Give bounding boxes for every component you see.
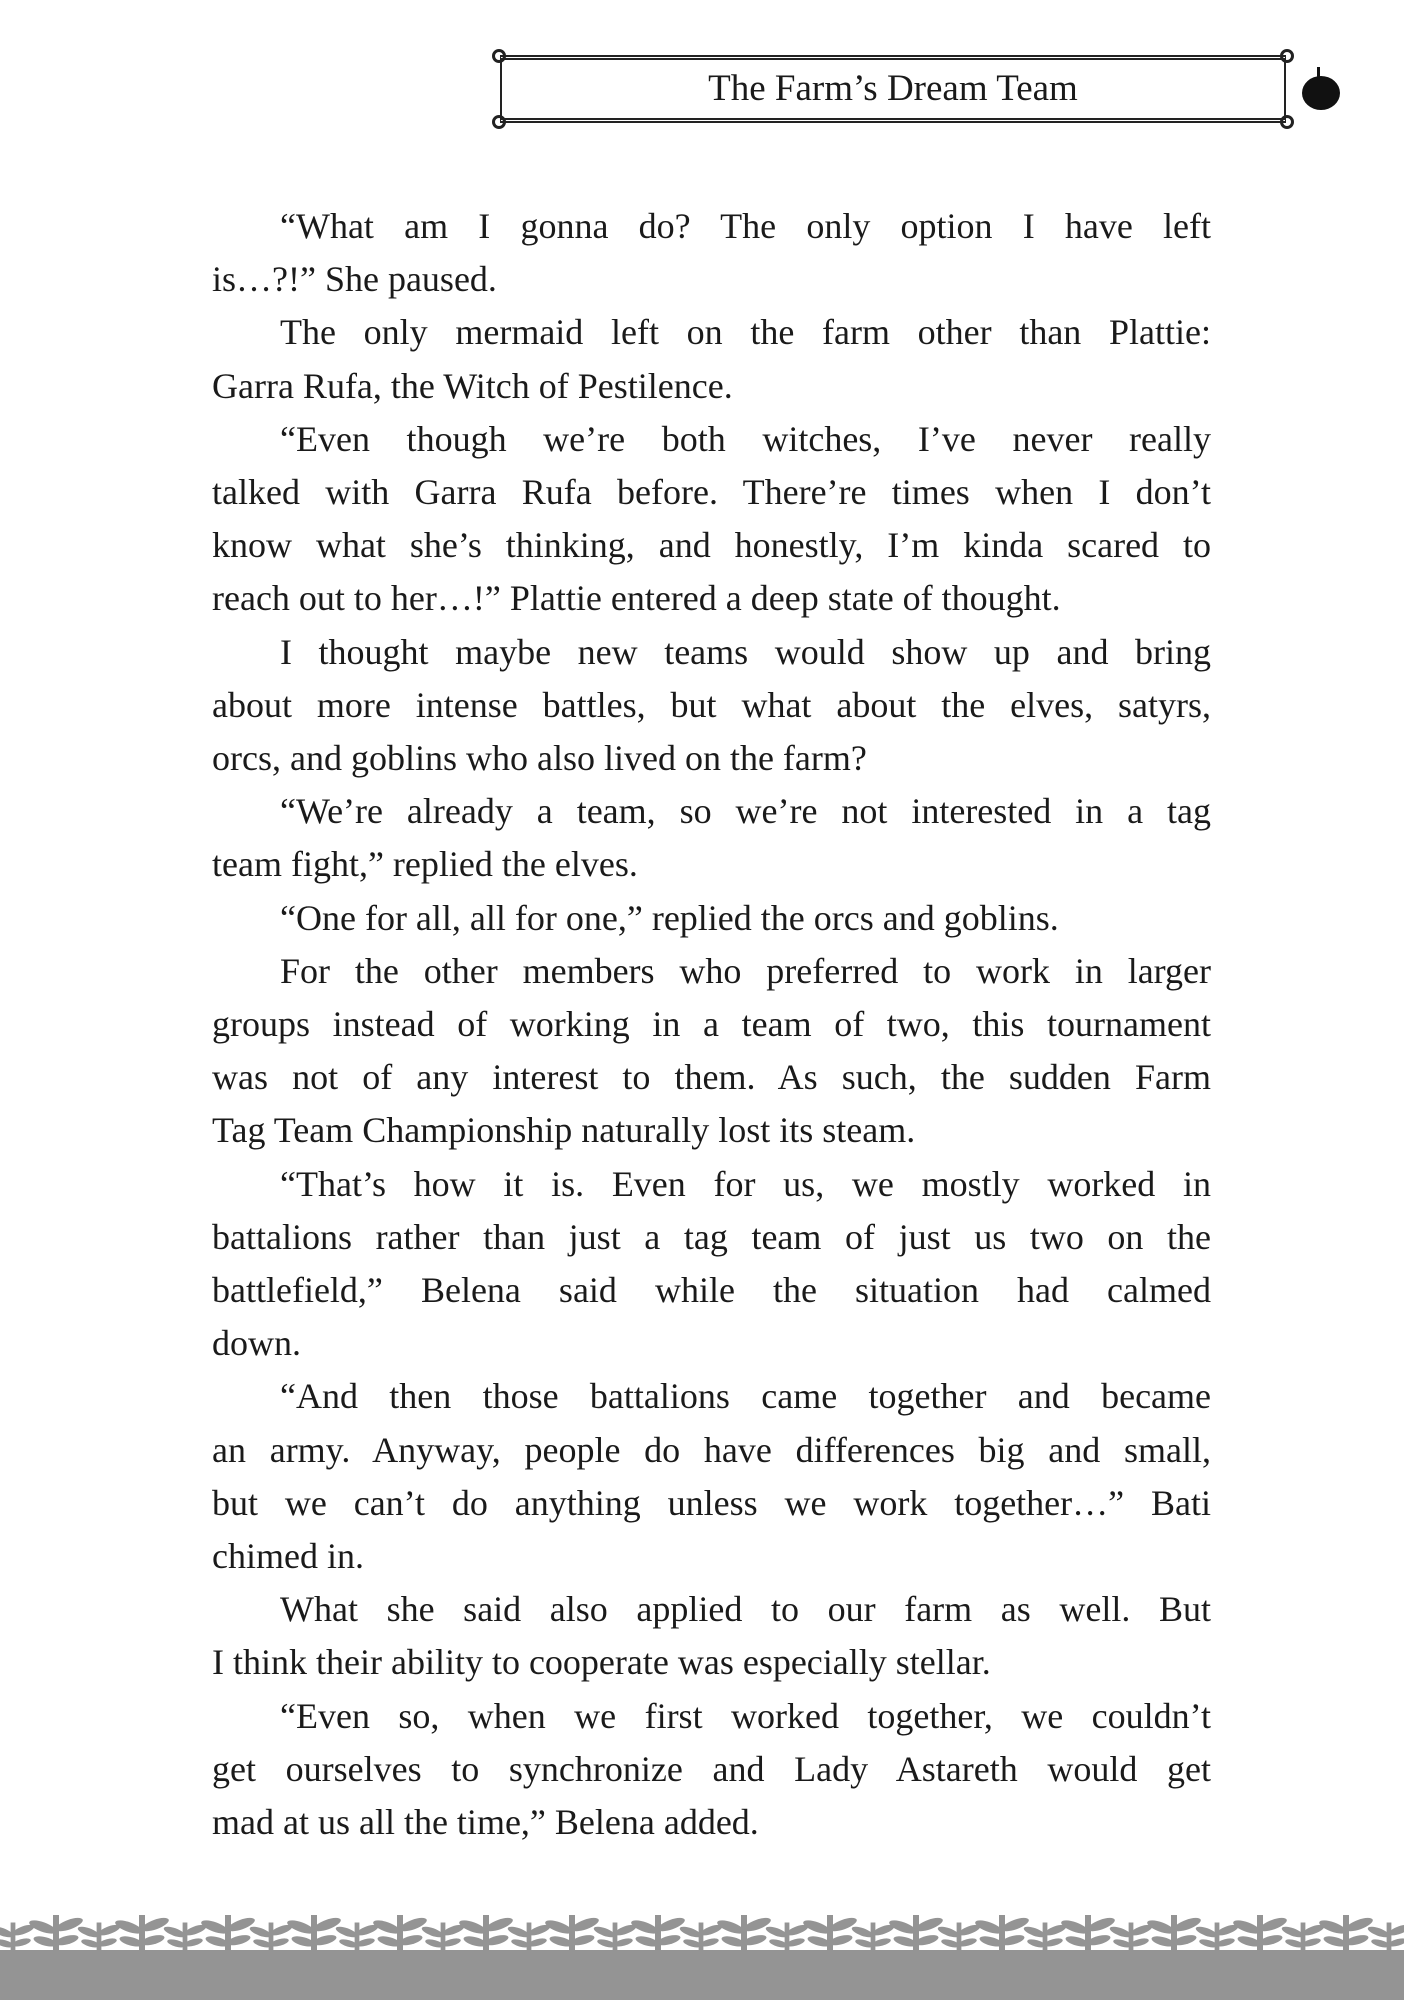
text-line: is…?!” She paused. — [212, 259, 497, 300]
paragraph — [212, 1690, 1211, 1850]
tomato-icon — [1302, 76, 1340, 110]
sprout-icon — [200, 1915, 257, 1956]
sprout-icon — [1281, 1923, 1326, 1955]
text-line: “Even so, when we first worked together, we couldn’t — [280, 1695, 1211, 1736]
sprout-icon — [421, 1923, 466, 1955]
plant-border-decoration — [0, 1915, 1404, 2000]
sprout-icon — [630, 1915, 687, 1956]
text-line: chimed in. — [212, 1536, 364, 1577]
paragraph — [212, 200, 1211, 306]
sprout-icon — [335, 1923, 380, 1955]
text-line: know what she’s thinking, and honestly, I’m kinda scared to — [212, 525, 1211, 566]
text-line: reach out to her…!” Plattie entered a deep state of thought. — [212, 578, 1061, 619]
paragraph — [212, 413, 1211, 626]
chapter-title: The Farm’s Dream Team — [708, 68, 1078, 109]
text-line: battalions rather than just a tag team of just us two on the — [212, 1216, 1211, 1257]
sprout-icon — [249, 1923, 294, 1955]
sprout-icon — [716, 1915, 773, 1956]
sprout-icon — [458, 1915, 515, 1956]
sprout-icon — [114, 1915, 171, 1956]
text-line: talked with Garra Rufa before. There’re times when I don’t — [212, 472, 1211, 513]
sprout-icon — [1367, 1923, 1404, 1955]
scroll-ornament-icon — [492, 49, 506, 63]
sprout-icon — [1195, 1923, 1240, 1955]
sprout-icon — [163, 1923, 208, 1955]
text-line: was not of any interest to them. As such, the sudden Farm — [212, 1057, 1211, 1098]
body-text — [212, 200, 1211, 1849]
sprout-icon — [544, 1915, 601, 1956]
sprout-icon — [937, 1923, 982, 1955]
text-line: an army. Anyway, people do have differences big and small, — [212, 1429, 1211, 1470]
sprout-icon — [372, 1915, 429, 1956]
text-line: “What am I gonna do? The only option I have left — [280, 206, 1211, 246]
paragraph — [212, 1158, 1211, 1371]
text-line: battlefield,” Belena said while the situation had calmed — [212, 1270, 1211, 1311]
sprout-icon — [28, 1915, 85, 1956]
text-line: down. — [212, 1323, 301, 1364]
sprout-icon — [1146, 1915, 1203, 1956]
scroll-ornament-icon — [492, 115, 506, 129]
paragraph — [212, 1370, 1211, 1583]
text-line: get ourselves to synchronize and Lady Astareth would get — [212, 1748, 1211, 1789]
sprout-icon — [0, 1923, 35, 1955]
sprout-icon — [1023, 1923, 1068, 1955]
text-line: orcs, and goblins who also lived on the farm? — [212, 738, 867, 779]
text-line: What she said also applied to our farm as well. But — [280, 1589, 1211, 1630]
text-line: but we can’t do anything unless we work together…” Bati — [212, 1482, 1211, 1523]
text-line: groups instead of working in a team of two, this tournament — [212, 1004, 1211, 1045]
sprout-icon — [974, 1915, 1031, 1956]
text-line: about more intense battles, but what about the elves, satyrs, — [212, 684, 1211, 725]
text-line: “And then those battalions came together and became — [280, 1376, 1211, 1417]
sprout-icon — [1232, 1915, 1289, 1956]
text-line: “Even though we’re both witches, I’ve never really — [280, 418, 1211, 459]
text-line: team fight,” replied the elves. — [212, 844, 638, 885]
scroll-ornament-icon — [1280, 49, 1294, 63]
text-line: “One for all, all for one,” replied the orcs and goblins. — [280, 897, 1059, 938]
sprout-icon — [507, 1923, 552, 1955]
text-line: For the other members who preferred to work in larger — [280, 950, 1211, 991]
text-line: The only mermaid left on the farm other than Plattie: — [280, 312, 1211, 353]
paragraph — [212, 945, 1211, 1158]
sprout-icon — [77, 1923, 122, 1955]
paragraph — [212, 785, 1211, 891]
text-line: I thought maybe new teams would show up and bring — [280, 631, 1211, 672]
text-line: Garra Rufa, the Witch of Pestilence. — [212, 365, 733, 406]
paragraph — [212, 1583, 1211, 1689]
sprout-icon — [679, 1923, 724, 1955]
sprout-icon — [765, 1923, 810, 1955]
paragraph — [212, 306, 1211, 412]
running-header — [488, 55, 1298, 123]
sprout-icon — [851, 1923, 896, 1955]
text-line: Tag Team Championship naturally lost its steam. — [212, 1110, 916, 1151]
text-line: mad at us all the time,” Belena added. — [212, 1802, 759, 1843]
sprout-icon — [593, 1923, 638, 1955]
text-line: “That’s how it is. Even for us, we mostly worked in — [280, 1163, 1211, 1204]
sprout-icon — [802, 1915, 859, 1956]
text-line: I think their ability to cooperate was especially stellar. — [212, 1642, 991, 1683]
paragraph — [212, 626, 1211, 786]
sprout-icon — [1318, 1915, 1375, 1956]
sprout-icon — [888, 1915, 945, 1956]
scroll-ornament-icon — [1280, 115, 1294, 129]
text-line: “We’re already a team, so we’re not interested in a tag — [280, 791, 1211, 832]
sprout-icon — [1060, 1915, 1117, 1956]
sprout-icon — [286, 1915, 343, 1956]
sprout-icon — [1109, 1923, 1154, 1955]
paragraph — [212, 892, 1211, 945]
